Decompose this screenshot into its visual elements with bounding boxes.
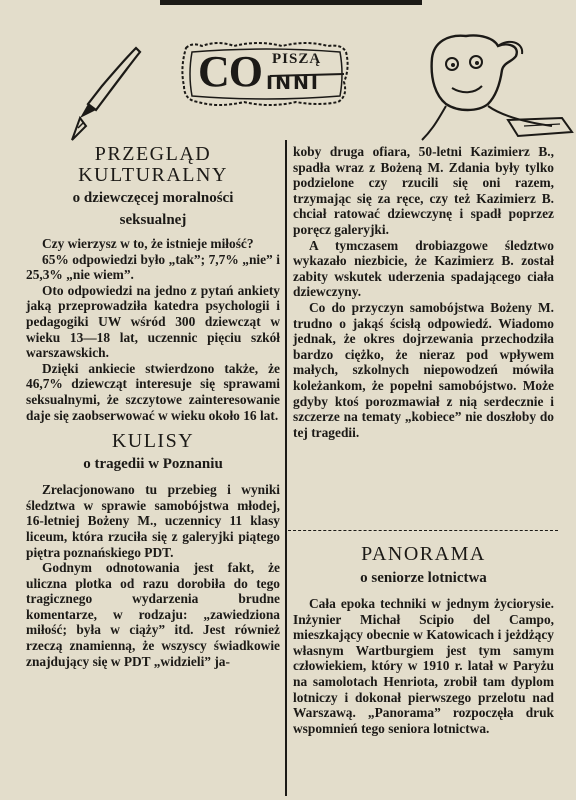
- article1-subhead-line2: seksualnej: [119, 212, 187, 228]
- article2-cont-paragraph: koby druga ofiara, 50-letni Kazimierz B., spadła wraz z Bożeną M. Zdania były tylko podzielone czy rzucili się oni razem, trzymając się za ręce, czy też Kazimierz B. chciał ratować dziewczynę i spadł poprzez poręcz galeryjki.: [293, 144, 554, 237]
- article3-subhead: o seniorze lotnictwa: [360, 570, 487, 586]
- article2-cont-paragraph: Co do przyczyn samobójstwa Bożeny M. trudno o jakąś ścisłą odpowiedź. Wiadomo jednak, że okres dojrzewania przechodziła bardzo ciężko, że nieraz pod wpływem małych, szkolnych niepowodzeń mówiła koleżankom, że popełni samobójstwo. Może gdyby ktoś porozmawiał z nią serdecznie i szczerze na tematy „kobiece” nie doszłoby do tej tragedii.: [293, 299, 554, 440]
- article3-paragraph: Cała epoka techniki w jednym życiorysie. Inżynier Michał Scipio del Campo, mieszkający obecnie w Katowicach i jeżdżący własnym Wartburgiem jest tym samym człowiekiem, który w 1910 r. latał w Paryżu na samolotach Henriota, zrobił tam dyplom lotniczy i dokonał pierwszego przelotu nad Warszawą. „Panorama” rozpoczęła druk wspomnień tego seniora lotnictwa.: [293, 596, 554, 736]
- article2-continued-body: [293, 144, 554, 440]
- article1-body: [26, 236, 280, 423]
- article3-body: [293, 596, 554, 736]
- logo-inni: INNI: [266, 72, 320, 94]
- article1-paragraph: Dzięki ankiecie stwierdzono także, że 46,7% dziewcząt interesuje się sprawami seksualnymi, że szczytowe zainteresowanie daje się zaobserwować w wieku około 16 lat.: [26, 360, 280, 423]
- article2-paragraph: Zrelacjonowano tu przebieg i wyniki śledztwa w sprawie samobójstwa młodej, 16-letniej Bożeny M., uczennicy 11 klasy liceum, która rzuciła się z galeryjki piątego piętra poznańskiego PDT.: [26, 482, 280, 560]
- article1-paragraph: Oto odpowiedzi na jedno z pytań ankiety jaką przeprowadziła katedra psychologii i pedagogiki UW wśród 300 dziewcząt w wieku 13—18 lat, uczennic pięciu szkół warszawskich.: [26, 282, 280, 361]
- article2-paragraph: Godnym odnotowania jest fakt, że uliczna plotka od razu dorobiła do tego tragicznego wydarzenia brudne komentarze, w rodzaju: „zawiedziona miłość; była w ciąży” itd. Jest również rzeczą znamienną, że wszyscy świadkowie znajdujący się w PDT „widzieli” ja-: [26, 560, 280, 669]
- top-rule: [160, 0, 422, 5]
- article2-body: [26, 482, 280, 669]
- column-divider: [285, 140, 287, 796]
- article1-paragraph: 65% odpowiedzi było „tak”; 7,7% „nie” i 25,3% „nie wiem”.: [26, 251, 280, 283]
- article2-subhead: o tragedii w Poznaniu: [83, 456, 223, 473]
- article1-header-line1: PRZEGLĄD: [94, 143, 212, 165]
- article2-cont-paragraph: A tymczasem drobiazgowe śledztwo wykazało niezbicie, że Kazimierz B. został zabity wskutek uderzenia spadającego ciała dziewczyny.: [293, 237, 554, 300]
- article1-paragraph: Czy wierzysz w to, że istnieje miłość?: [42, 236, 254, 251]
- article2-header: KULISY: [111, 430, 195, 453]
- article3-header: PANORAMA: [361, 543, 486, 565]
- reading-man-icon: [412, 24, 574, 142]
- logo-pisza: PISZĄ: [272, 51, 322, 67]
- right-column: [293, 144, 554, 440]
- article1-header-line2: KULTURALNY: [78, 164, 228, 186]
- left-column: [26, 144, 280, 669]
- article1-subhead-line1: o dziewczęcej moralności: [72, 190, 234, 206]
- article3-block: [293, 566, 554, 736]
- fountain-pen-icon: [68, 46, 142, 142]
- logo-co: CO: [198, 47, 262, 96]
- section-divider: [288, 530, 558, 531]
